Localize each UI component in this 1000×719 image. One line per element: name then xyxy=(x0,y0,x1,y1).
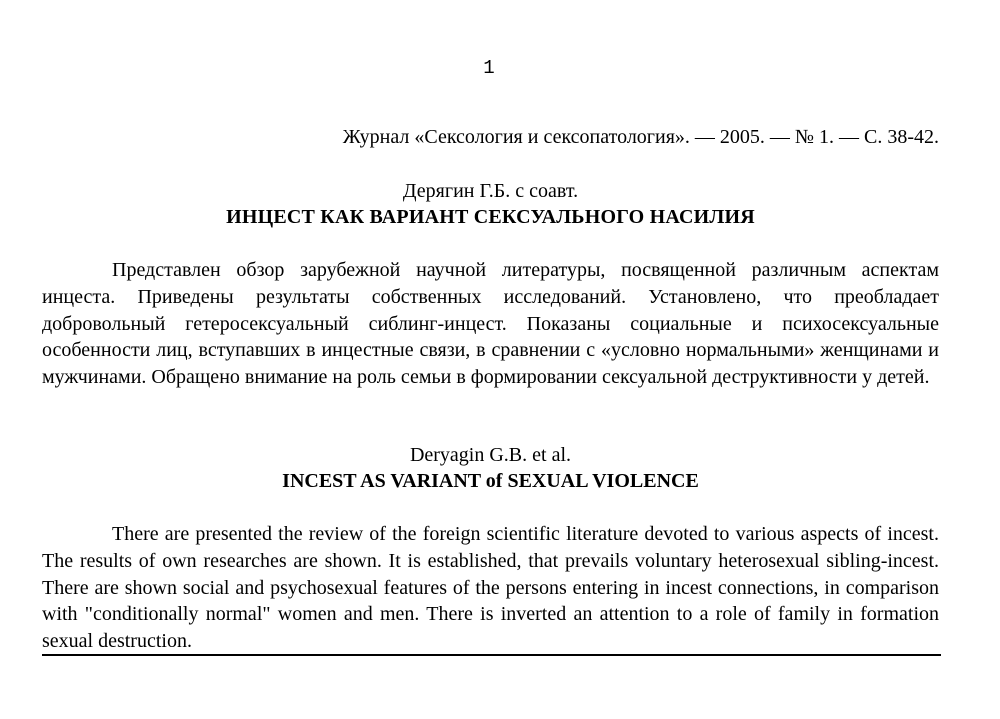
page-number: 1 xyxy=(483,57,495,79)
abstract-english: There are presented the review of the foreign scientific literature devoted to various aspects of incest. The results of own researches are shown. It is established, that prevails voluntary heterosexual sibling-incest. There are shown social and psychosexual features of the persons entering in incest connections, in comparison with "conditionally normal" women and men. There is inverted an attention to a role of family in formation sexual destruction. xyxy=(42,523,939,653)
journal-reference: Журнал «Сексология и сексопатология». — 2005. — № 1. — С. 38-42. xyxy=(342,126,939,148)
author-russian: Дерягин Г.Б. с соавт. xyxy=(402,180,579,202)
title-english: INCEST AS VARIANT of SEXUAL VIOLENCE xyxy=(282,470,699,492)
author-english: Deryagin G.B. et al. xyxy=(409,444,572,466)
bottom-divider-line xyxy=(42,654,941,656)
title-russian: ИНЦЕСТ КАК ВАРИАНТ СЕКСУАЛЬНОГО НАСИЛИЯ xyxy=(226,206,755,228)
abstract-russian: Представлен обзор зарубежной научной литературы, посвященной различным аспектам инцеста. Приведены результаты собственных исследований. Установлено, что преобладает добровольный гетеросексуальный сиблинг-инцест. Показаны социальные и психосексуальные особенности лиц, вступавших в инцестные связи, в сравнении с «условно нормальными» женщинами и мужчинами. Обращено внимание на роль семьи в формировании сексуальной деструктивности у детей. xyxy=(42,259,939,389)
